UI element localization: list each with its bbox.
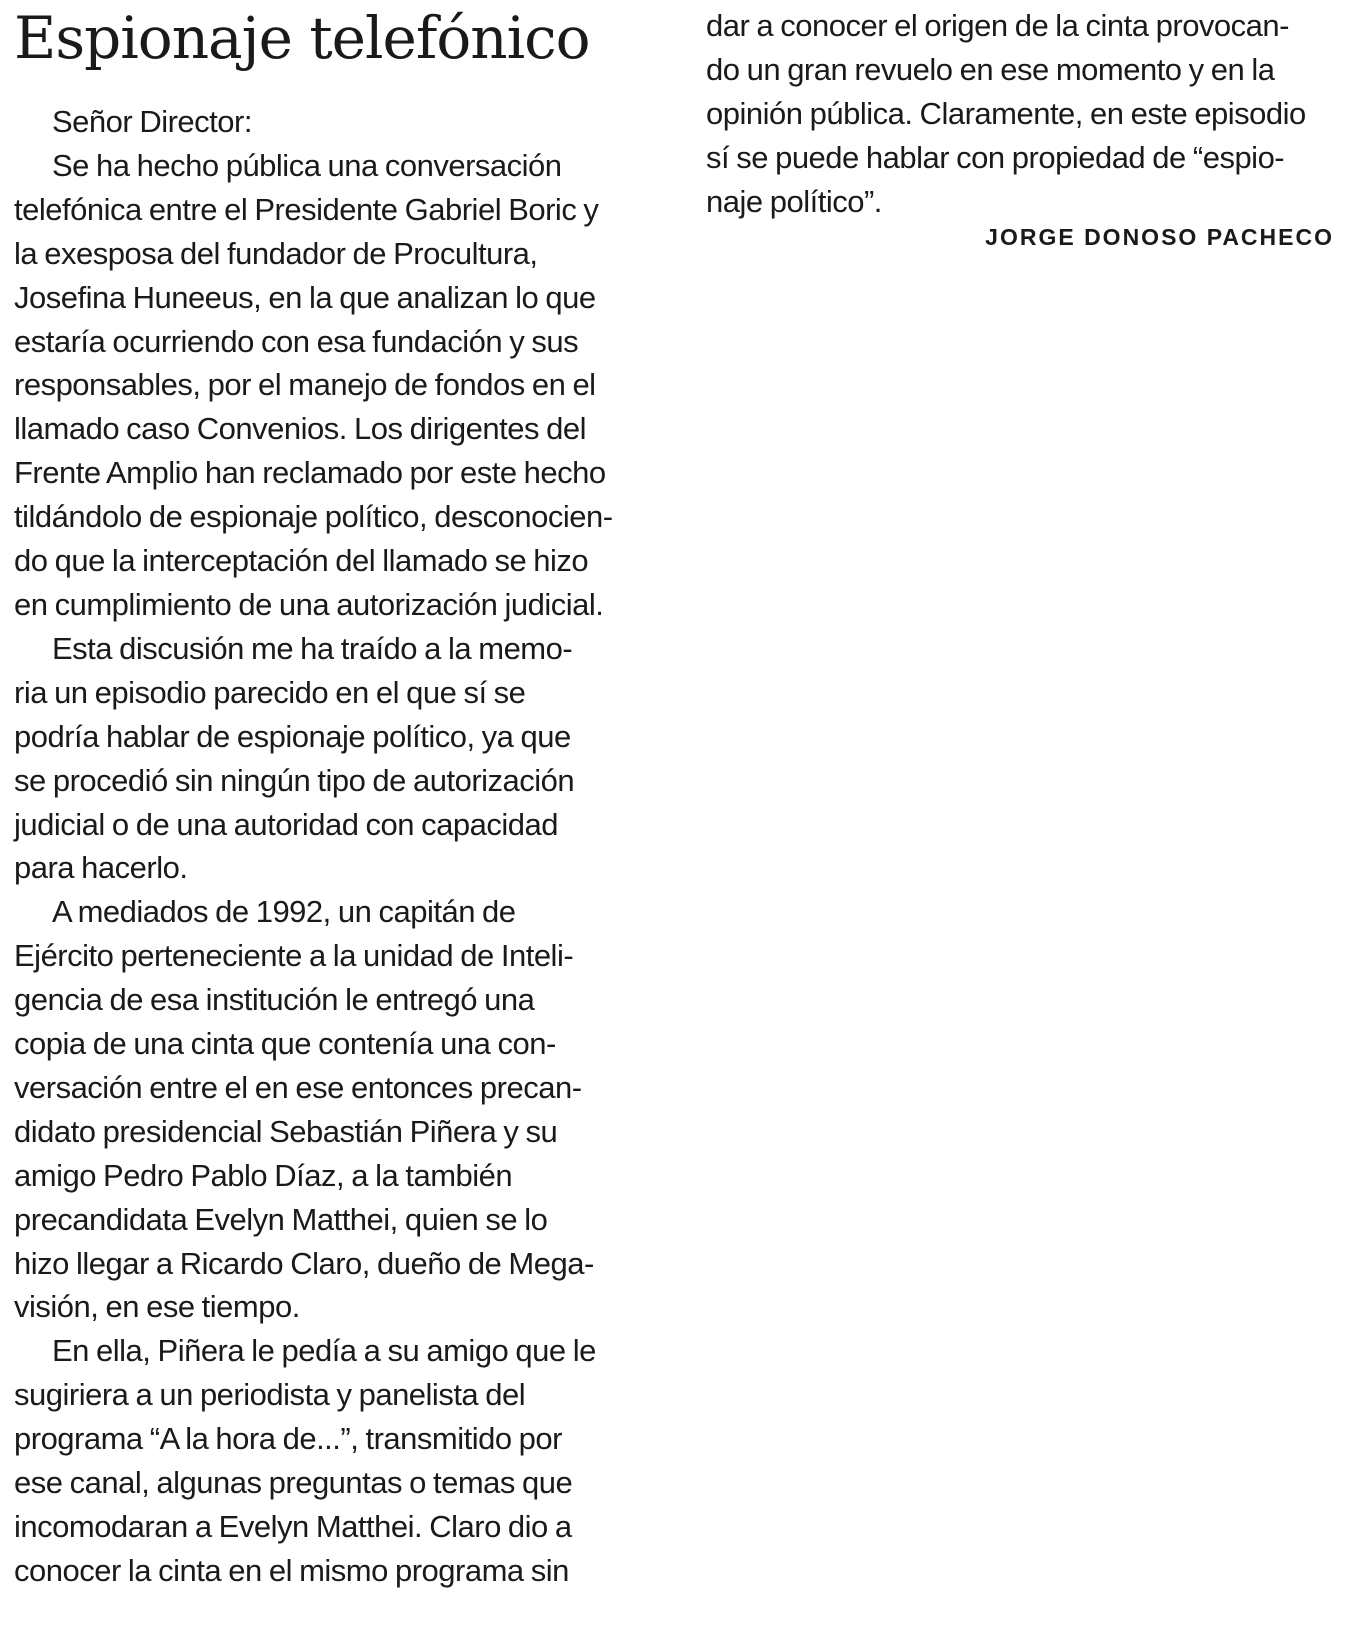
text-line: ria un episodio parecido en el que sí se xyxy=(14,674,526,710)
text-line: opinión pública. Claramente, en este episodio xyxy=(706,95,1306,131)
text-line: sugiriera a un periodista y panelista del xyxy=(14,1377,526,1413)
text-line: en cumplimiento de una autorización judicial. xyxy=(14,586,604,622)
text-line: para hacerlo. xyxy=(14,850,188,886)
left-column xyxy=(14,100,654,1593)
text-line: conocer la cinta en el mismo programa sin xyxy=(14,1552,569,1588)
text-line: dar a conocer el origen de la cinta provocan- xyxy=(706,8,1289,43)
text-line: responsables, por el manejo de fondos en el xyxy=(14,367,596,403)
text-line: telefónica entre el Presidente Gabriel Boric y xyxy=(14,191,599,227)
text-line: A mediados de 1992, un capitán de xyxy=(52,894,516,930)
text-line: do que la interceptación del llamado se hizo xyxy=(14,543,589,579)
text-line: judicial o de una autoridad con capacidad xyxy=(14,806,558,842)
text-line: amigo Pedro Pablo Díaz, a la también xyxy=(14,1157,513,1193)
article-headline: Espionaje telefónico xyxy=(14,4,590,72)
text-line: Se ha hecho pública una conversación xyxy=(52,147,562,183)
text-line: naje político”. xyxy=(706,183,882,219)
text-line: incomodaran a Evelyn Matthei. Claro dio a xyxy=(14,1509,572,1544)
text-line: llamado caso Convenios. Los dirigentes del xyxy=(14,411,586,447)
text-line: Señor Director: xyxy=(52,104,252,139)
text-line: Esta discusión me ha traído a la memo- xyxy=(52,630,573,666)
text-line: sí se puede hablar con propiedad de “espio- xyxy=(706,139,1285,175)
text-line: podría hablar de espionaje político, ya que xyxy=(14,718,571,754)
text-line: Ejército perteneciente a la unidad de Inteli- xyxy=(14,938,574,974)
text-line: estaría ocurriendo con esa fundación y sus xyxy=(14,323,579,359)
text-line: do un gran revuelo en ese momento y en la xyxy=(706,51,1275,87)
text-line: ese canal, algunas preguntas o temas que xyxy=(14,1465,573,1501)
text-line: la exesposa del fundador de Procultura, xyxy=(14,235,538,271)
right-column xyxy=(706,4,1346,224)
text-line: tildándolo de espionaje político, desconocien- xyxy=(14,499,613,535)
text-line: versación entre el en ese entonces precan- xyxy=(14,1069,582,1105)
text-line: Josefina Huneeus, en la que analizan lo que xyxy=(14,279,596,315)
text-line: precandidata Evelyn Matthei, quien se lo xyxy=(14,1201,548,1237)
text-line: gencia de esa institución le entregó una xyxy=(14,982,535,1018)
author-signature: JORGE DONOSO PACHECO xyxy=(985,224,1334,250)
text-line: se procedió sin ningún tipo de autorización xyxy=(14,762,575,798)
text-line: didato presidencial Sebastián Piñera y su xyxy=(14,1113,558,1149)
text-line: copia de una cinta que contenía una con- xyxy=(14,1026,556,1062)
text-line: hizo llegar a Ricardo Claro, dueño de Mega- xyxy=(14,1245,594,1281)
text-line: En ella, Piñera le pedía a su amigo que le xyxy=(52,1333,596,1369)
text-line: Frente Amplio han reclamado por este hecho xyxy=(14,455,606,491)
text-line: visión, en ese tiempo. xyxy=(14,1289,300,1325)
text-line: programa “A la hora de...”, transmitido por xyxy=(14,1421,562,1457)
